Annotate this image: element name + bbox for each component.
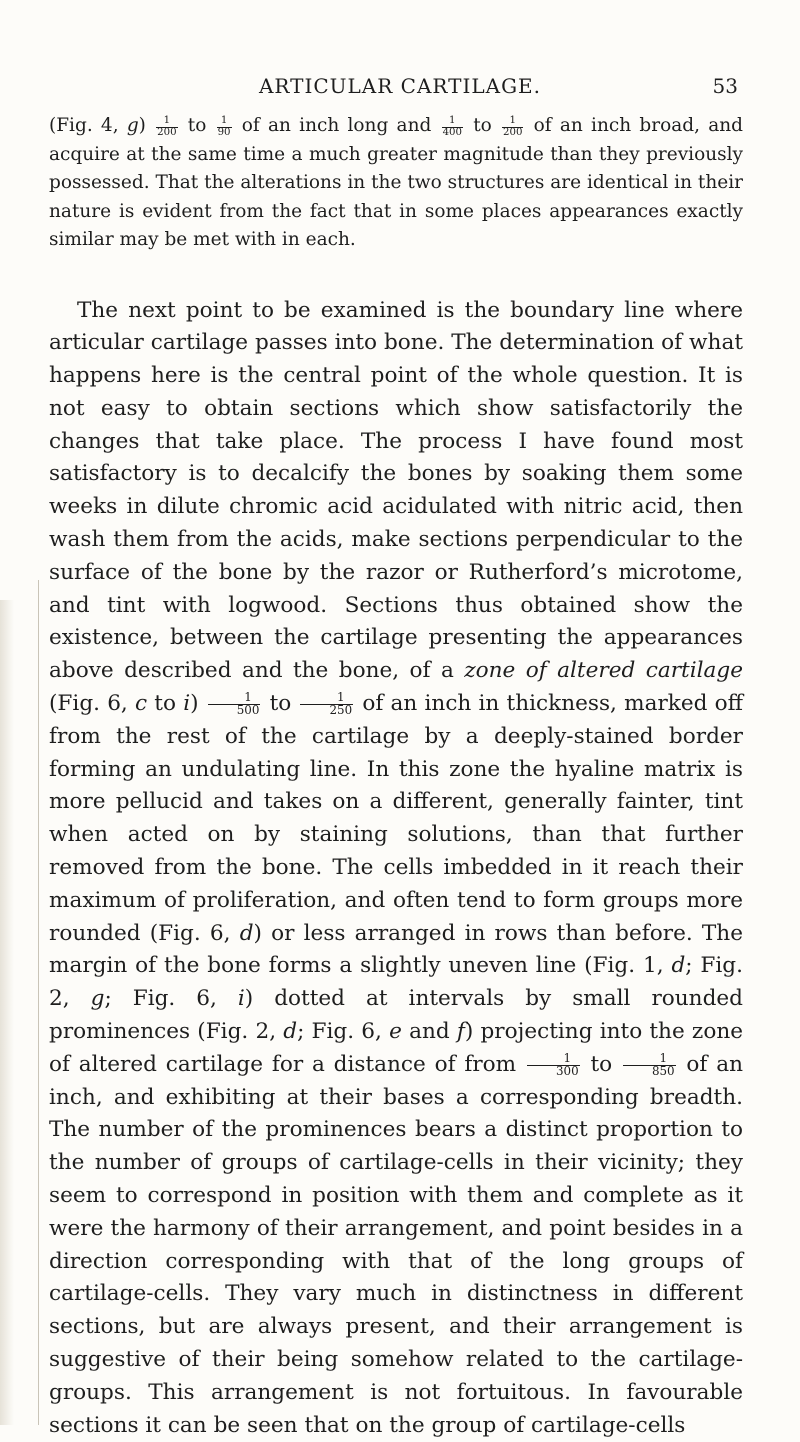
paragraph-2: The next point to be examined is the boundary line where articular cartilage passes into bone. The determination of what happens here is the central point of the whole question. It is not easy to obtain sections which show satisfactorily the changes that take place. The process I have found most satisfactory is to decalcify the bones by soaking them some weeks in dilute chromic acid acidulated with nitric acid, then wash them from the acids, make sections perpendicular to the surface of the bone by the razor or Rutherford’s microtome, and tint with logwood. Sections thus obtained show the existence, between the cartilage presenting the appearances above described and the bone, of a zone of altered cartilage (Fig. 6, c to i) $\frac{1}{500}$ to $\frac{1}{250}$ of an inch in thickness, marked off from the rest of the cartilage by a deeply-stained border forming an undulating line. In this zone the hyaline matrix is more pellucid and takes on a different, generally fainter, tint when acted on by staining solutions, than that further removed from the bone. The cells imbedded in it reach their maximum of proliferation, and often tend to form groups more rounded (Fig. 6, d) or less arranged in rows than before. The margin of the bone forms a slightly uneven line (Fig. 1, d; Fig. 2, g; Fig. 6, i) dotted at intervals by small rounded prominences (Fig. 2, d; Fig. 6, e and f) projecting into the zone of altered cartilage for a distance of from $\frac{1}{300}$ to $\frac{1}{850}$ of an inch, and exhibiting at their bases a corresponding breadth. The number of the prominences bears a distinct proportion to the number of groups of cartilage-cells in their vicinity; they seem to correspond in position with them and complete as it were the harmony of their arrangement, and point besides in a direction corresponding with that of the long groups of cartilage-cells. They vary much in distinctness in different sections, but are always present, and their arrangement is suggestive of their being somehow related to the cartilage-groups. This arrangement is not fortuitous. In favourable sections it can be seen that on the group of cartilage-cells — [49, 295, 743, 1442]
fraction-1-200: $\frac{1}{200}$ — [156, 116, 177, 137]
page-edge-line — [38, 580, 39, 1425]
page-edge-shadow — [0, 600, 14, 1425]
paragraph-1: (Fig. 4, g) $\frac{1}{200}$ to $\frac{1}{90}$ of an inch long and $\frac{1}{400}$ to $\frac{1}{200}$ of an inch broad, and acquire at the same time a much greater magnitude than they previously possessed. That the alterations in the two structures are identical in their nature is evident from the fact that in some places appearances exactly similar may be met with in each. — [49, 112, 743, 255]
fraction-1-500: $\frac{1}{500}$ — [208, 692, 261, 717]
fraction-1-850: $\frac{1}{850}$ — [623, 1053, 676, 1078]
running-title: ARTICULAR CARTILAGE. — [0, 74, 800, 98]
fraction-1-250: $\frac{1}{250}$ — [300, 692, 353, 717]
page-body — [49, 112, 743, 1442]
fraction-1-400: $\frac{1}{400}$ — [442, 116, 463, 137]
fraction-1-300: $\frac{1}{300}$ — [527, 1053, 580, 1078]
fraction-1-90: $\frac{1}{90}$ — [217, 116, 232, 137]
fraction-1-200b: $\frac{1}{200}$ — [502, 116, 523, 137]
page-header — [0, 74, 800, 104]
page-number: 53 — [713, 74, 738, 98]
